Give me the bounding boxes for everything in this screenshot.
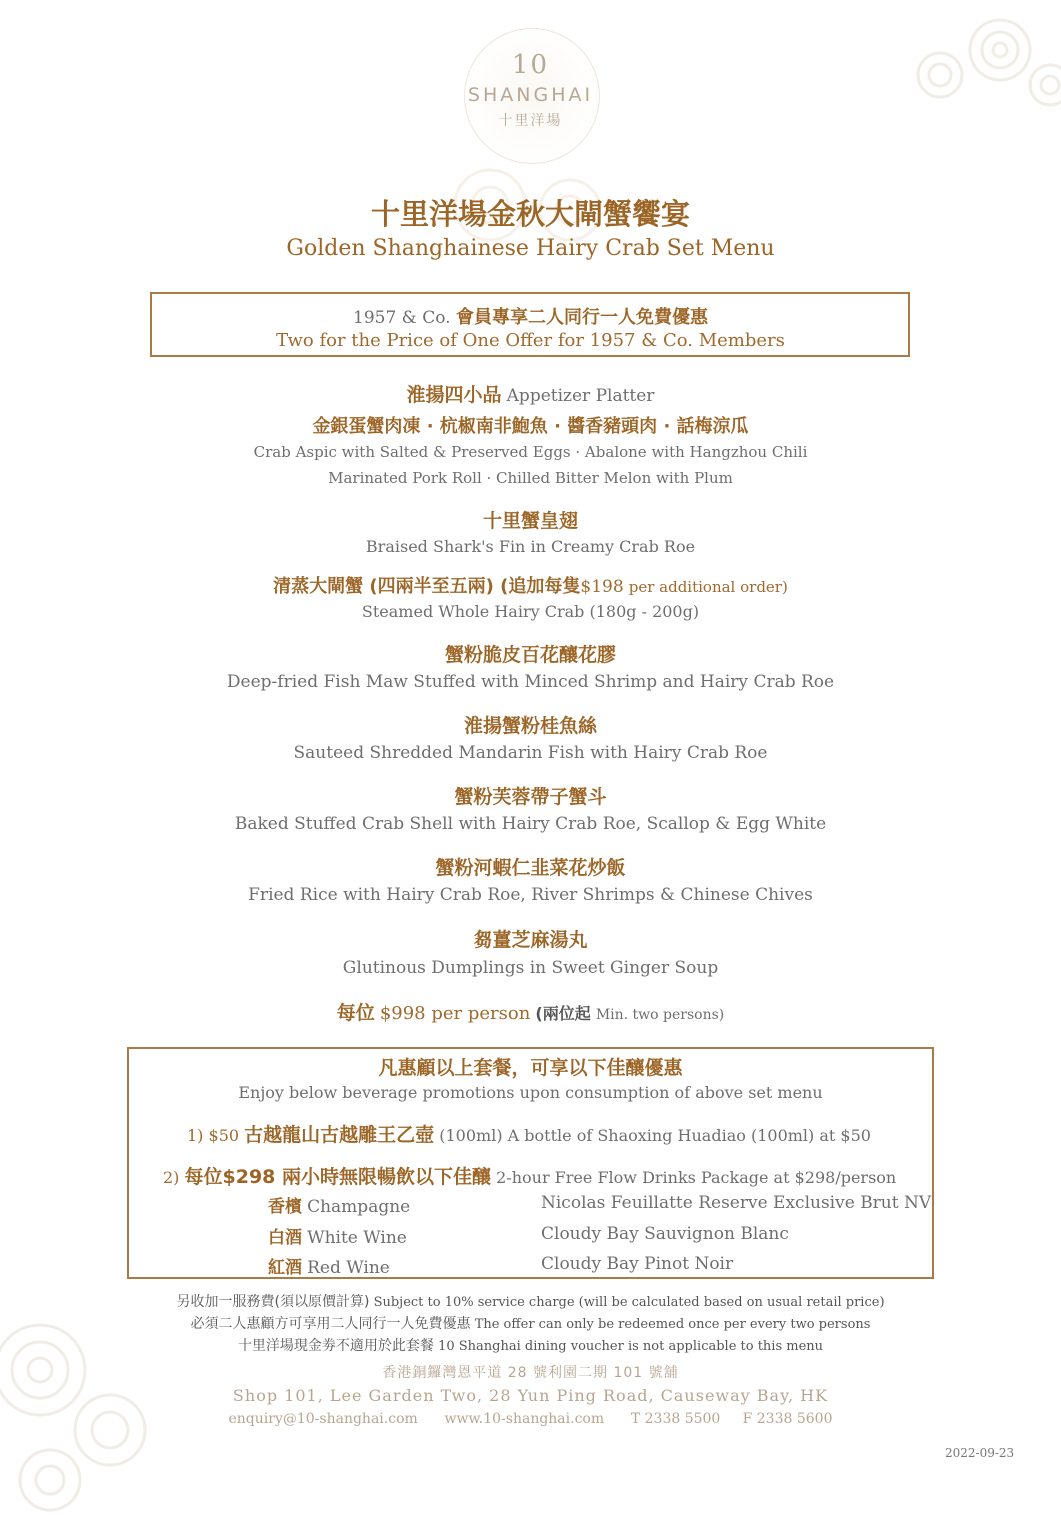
drink-white-wine-name: Cloudy Bay Sauvignon Blanc (541, 1224, 789, 1244)
course-4-cn: 蟹粉脆皮百花釀花膠 (444, 644, 616, 666)
beverage-title-en: Enjoy below beverage promotions upon consumption of above set menu (238, 1083, 823, 1102)
course-3-heading: 清蒸大閘蟹 (四兩半至五兩) (追加每隻$198 per additional order) (273, 576, 788, 597)
course-appetizer-items-cn: 金銀蛋蟹肉凍 · 杭椒南非鮑魚 · 醬香豬頭肉 · 話梅涼瓜 (312, 416, 749, 437)
logo-number: 10 (511, 50, 550, 80)
note-voucher: 十里洋場現金劵不適用於此套餐 10 Shanghai dining voucher is not applicable to this menu (237, 1338, 824, 1354)
address-english: Shop 101, Lee Garden Two, 28 Yun Ping Road, Causeway Bay, HK (232, 1386, 829, 1405)
course-4-en: Deep-fried Fish Maw Stuffed with Minced Shrimp and Hairy Crab Roe (226, 672, 835, 692)
course-8-cn: 芻薑芝麻湯丸 (473, 929, 588, 951)
course-2-en: Braised Shark's Fin in Creamy Crab Roe (365, 537, 696, 556)
menu-date: 2022-09-23 (945, 1446, 1015, 1460)
beverage-title-cn: 凡惠顧以上套餐，可享以下佳釀優惠 (378, 1057, 683, 1079)
beverage-item-2: 2) 每位$298 兩小時無限暢飲以下佳釀 2-hour Free Flow Drinks Package at $298/person (163, 1166, 897, 1188)
drink-champagne-type: 香檳 Champagne (268, 1197, 411, 1217)
drink-red-wine-type: 紅酒 Red Wine (268, 1258, 390, 1278)
address-chinese: 香港銅鑼灣恩平道 28 號利園二期 101 號舖 (382, 1365, 679, 1381)
logo-chinese: 十里洋場 (498, 113, 563, 129)
contact-email[interactable]: enquiry@10-shanghai.com (228, 1411, 418, 1427)
course-appetizer-heading: 淮揚四小品 Appetizer Platter (406, 384, 655, 406)
contact-fax: F 2338 5600 (742, 1411, 833, 1427)
drink-red-wine-name: Cloudy Bay Pinot Noir (541, 1254, 734, 1274)
course-appetizer-items-en-2: Marinated Pork Roll · Chilled Bitter Melon with Plum (328, 469, 733, 487)
course-5-en: Sauteed Shredded Mandarin Fish with Hairy Crab Roe (293, 743, 768, 763)
beverage-item-1: 1) $50 古越龍山古越雕王乙壺 (100ml) A bottle of Shaoxing Huadiao (100ml) at $50 (187, 1124, 871, 1146)
course-3-en: Steamed Whole Hairy Crab (180g - 200g) (361, 602, 700, 621)
menu-title-english: Golden Shanghainese Hairy Crab Set Menu (286, 236, 775, 261)
course-7-cn: 蟹粉河蝦仁韭菜花炒飯 (435, 857, 626, 879)
drink-champagne-name: Nicolas Feuillatte Reserve Exclusive Brut NV (541, 1193, 932, 1213)
course-7-en: Fried Rice with Hairy Crab Roe, River Shrimps & Chinese Chives (248, 885, 813, 905)
course-6-cn: 蟹粉芙蓉帶子蟹斗 (454, 786, 607, 808)
menu-title-chinese: 十里洋場金秋大閘蟹饗宴 (370, 197, 690, 231)
course-2-cn: 十里蟹皇翅 (482, 510, 578, 532)
offer-line-1: 1957 & Co. 會員專享二人同行一人免費優惠 (353, 307, 708, 328)
note-service-charge: 另收加一服務費(須以原價計算) Subject to 10% service charge (will be calculated based on usual retail price) (176, 1294, 885, 1310)
course-6-en: Baked Stuffed Crab Shell with Hairy Crab Roe, Scallop & Egg White (234, 814, 827, 834)
contact-website[interactable]: www.10-shanghai.com (444, 1411, 605, 1427)
set-price: 每位 $998 per person (兩位起 Min. two persons) (336, 1002, 725, 1024)
contact-line (0, 1411, 1061, 1427)
offer-line-2: Two for the Price of One Offer for 1957 & Co. Members (276, 330, 785, 351)
drink-white-wine-type: 白酒 White Wine (268, 1228, 407, 1248)
contact-phone: T 2338 5500 (630, 1411, 721, 1427)
note-redemption: 必須二人惠顧方可享用二人同行一人免費優惠 The offer can only be redeemed once per every two persons (190, 1316, 871, 1332)
course-5-cn: 淮揚蟹粉桂魚絲 (463, 715, 597, 737)
course-8-en: Glutinous Dumplings in Sweet Ginger Soup (342, 958, 719, 978)
course-appetizer-items-en-1: Crab Aspic with Salted & Preserved Eggs · Abalone with Hangzhou Chili (253, 443, 808, 461)
logo-name: SHANGHAI (467, 84, 594, 106)
